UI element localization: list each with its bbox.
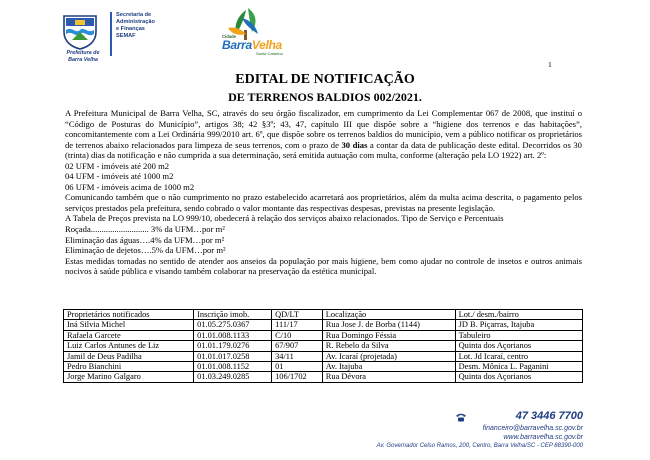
neighborhood-cell: Desm. Mônica L. Paganini — [455, 362, 582, 372]
paragraph-1-text-2: a contar da data de publicação deste edital. Decorridos os 30 (trinta) dias da notificação e não cumprida a sua determinação, será emitida autuação com multa, conforme (alteração pela LO 1922) art. 2º: — [65, 139, 582, 161]
secretaria-line: SEMAF — [116, 33, 136, 39]
neighborhood-cell: Lot. Jd Icaraí, centro — [455, 351, 582, 361]
inscription-cell: 01.03.249.0285 — [194, 372, 272, 382]
owner-cell: Jorge Marino Galgaro — [64, 372, 194, 382]
block-lot-cell: 01 — [272, 362, 323, 372]
phone-icon — [455, 413, 467, 422]
letterhead-footer — [283, 410, 583, 449]
location-cell: Rua Jose J. de Borba (1144) — [322, 320, 455, 330]
brand-name-b: Velha — [251, 38, 282, 52]
divider — [110, 12, 112, 56]
brand-small: Cidade — [222, 34, 236, 39]
table-row — [64, 372, 583, 382]
notice-body — [65, 108, 582, 277]
column-header: Proprietários notificados — [64, 310, 194, 320]
inscription-cell: 01.01.017.0258 — [194, 351, 272, 361]
location-cell: Av. Itajuba — [322, 362, 455, 372]
fine-line: 02 UFM - imóveis até 200 m2 — [65, 160, 170, 171]
secretaria-line: e Finanças — [116, 26, 145, 32]
fine-line: 06 UFM - imóveis acima de 1000 m2 — [65, 181, 195, 192]
inscription-cell: 01.05.275.0367 — [194, 320, 272, 330]
table-row — [64, 320, 583, 330]
owner-cell: Pedro Bianchini — [64, 362, 194, 372]
inscription-cell: 01.01.008.1152 — [194, 362, 272, 372]
block-lot-cell: 67/907 — [272, 341, 323, 351]
paragraph-2: Comunicando também que o não cumprimento no prazo estabelecido acarretará aos proprietários, além da multa acima descrita, o pagamento pelos serviços prestados pela prefeitura, sendo cobrado o valor montante das respectivas despesas, previstas na presente legislação. — [65, 192, 582, 213]
service-line: Eliminação das águas….4% da UFM…por m² — [65, 234, 225, 245]
table-row — [64, 341, 583, 351]
barra-velha-brand-logo — [194, 6, 304, 66]
service-line: Eliminação de dejetos….5% da UFM…por m² — [65, 245, 226, 256]
deadline-emphasis: 30 dias — [341, 139, 368, 150]
notified-owners-table — [63, 309, 583, 383]
table-header-row — [64, 310, 583, 320]
block-lot-cell: 34/11 — [272, 351, 323, 361]
paragraph-3: A Tabela de Preços prevista na LO 999/10, obedecerá à relação dos serviços abaixo relacionados. Tipo de Serviço e Percentuais — [65, 213, 504, 224]
brand-name-a: Barra — [222, 38, 252, 52]
email-address[interactable]: financeiro@barravelha.sc.gov.br — [482, 425, 583, 432]
column-header: Lot./ desm./bairro — [455, 310, 582, 320]
phone-text: 47 3446 7700 — [515, 410, 583, 422]
postal-address: Av. Governador Celso Ramos, 200, Centro, Barra Velha/SC - CEP 88390-000 — [376, 443, 583, 449]
website-address[interactable]: www.barravelha.sc.gov.br — [503, 434, 583, 441]
owner-cell: Iná Silvia Michel — [64, 320, 194, 330]
column-header: Localização — [322, 310, 455, 320]
document-title: EDITAL DE NOTIFICAÇÃO — [235, 72, 415, 87]
document-subtitle: DE TERRENOS BALDIOS 002/2021. — [228, 90, 422, 104]
location-cell: Av. Icaraí (projetada) — [322, 351, 455, 361]
secretaria-line: Secretaria de — [116, 12, 152, 18]
paragraph-1 — [65, 108, 582, 161]
brand-state: Santa Catarina — [256, 51, 283, 56]
brand-name — [222, 39, 304, 51]
service-line: Roçada........................... 3% da UFM…por m² — [65, 224, 225, 235]
secretaria-line: Administração — [116, 19, 155, 25]
owner-cell: Rafaela Garcete — [64, 330, 194, 340]
neighborhood-cell: Tabuleiro — [455, 330, 582, 340]
table-row — [64, 351, 583, 361]
paragraph-4: Estas medidas tomadas no sentido de atender aos anseios da população por mais higiene, bem como ajudar no controle de insetos e outros animais nocivos à saúde pública e visando também colaborar na preservação da estética municipal. — [65, 255, 582, 277]
city-seal-icon — [58, 12, 102, 50]
inscription-cell: 01.01.008.1133 — [194, 330, 272, 340]
neighborhood-cell: Quinta dos Açorianos — [455, 372, 582, 382]
prefeitura-label-2: Barra Velha — [68, 56, 98, 63]
secretaria-block — [116, 12, 184, 40]
prefeitura-label-1: Prefeitura de — [66, 50, 100, 56]
phone-number — [283, 410, 583, 422]
page-number: 1 — [548, 60, 552, 69]
table-row — [64, 330, 583, 340]
prefeitura-logo — [56, 6, 112, 66]
block-lot-cell: 111/17 — [272, 320, 323, 330]
block-lot-cell: C/10 — [272, 330, 323, 340]
location-cell: R. Rebelo da Silva — [322, 341, 455, 351]
column-header: QD/LT — [272, 310, 323, 320]
table-row — [64, 362, 583, 372]
location-cell: Rua Domingo Féssia — [322, 330, 455, 340]
paragraph-1-text: A Prefeitura Municipal de Barra Velha, SC, através do seu órgão fiscalizador, em cumprimento da Lei Complementar 067 de 2008, que instituí o “Código de Posturas do Município”, artigos 38; 42 §3º; 43, 47, capítulo III que dispõe sobre a “higiene dos terrenos e das habitações”, concomitantemente com a Lei Ordinária 999/2010 art. 6º, que dispõe sobre os terrenos baldios do município, vem a público notificar os proprietários de terrenos abaixo relacionados para limpeza de seus terrenos, com o prazo de — [65, 108, 582, 150]
letterhead — [56, 6, 616, 68]
fine-line: 04 UFM - imóveis até 1000 m2 — [65, 171, 174, 182]
owner-cell: Luiz Carlos Antunes de Liz — [64, 341, 194, 351]
owner-cell: Jamil de Deus Padilha — [64, 351, 194, 361]
inscription-cell: 01.01.179.0276 — [194, 341, 272, 351]
block-lot-cell: 106/1702 — [272, 372, 323, 382]
location-cell: Rua Dévora — [322, 372, 455, 382]
neighborhood-cell: JD B. Piçarras, Itajuba — [455, 320, 582, 330]
neighborhood-cell: Quinta dos Açorianos — [455, 341, 582, 351]
column-header: Inscrição imob. — [194, 310, 272, 320]
